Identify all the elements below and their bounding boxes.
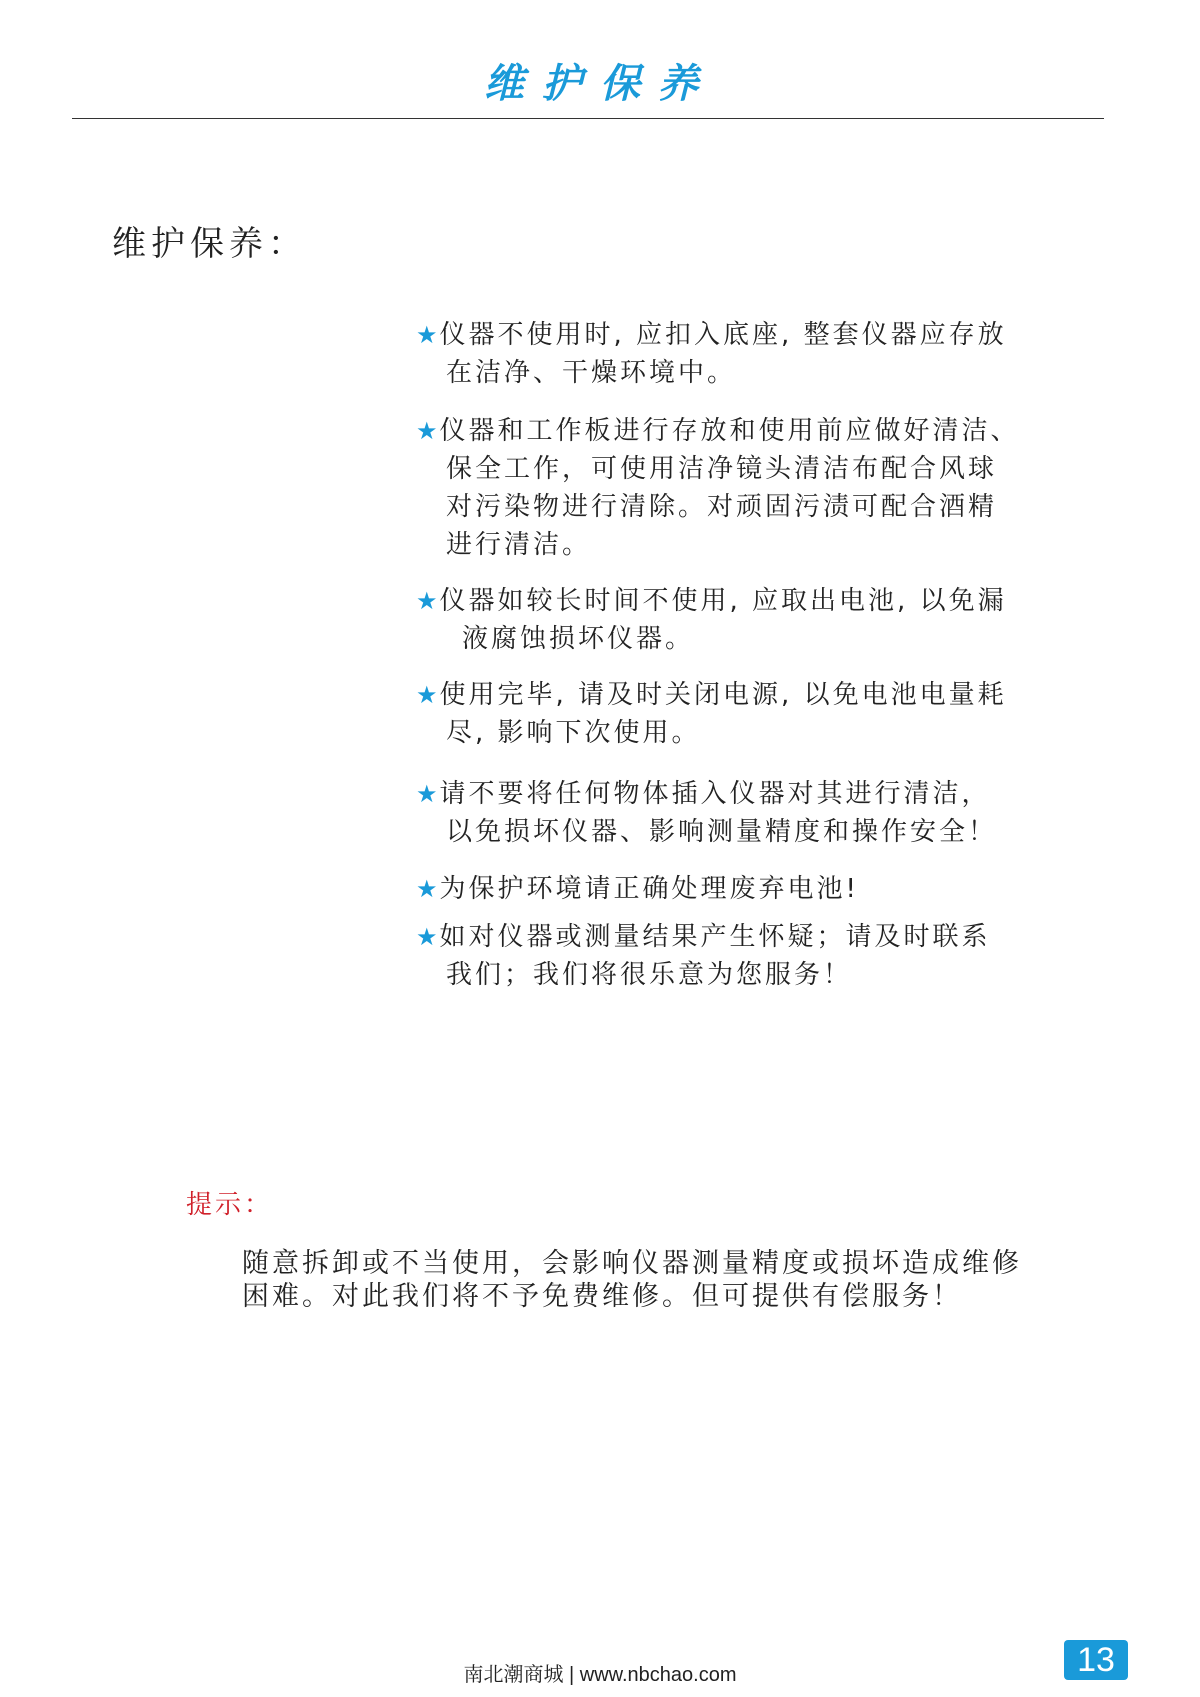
star-icon: ★ bbox=[416, 923, 438, 951]
list-item bbox=[416, 412, 1096, 564]
star-icon: ★ bbox=[416, 587, 438, 615]
star-icon: ★ bbox=[416, 875, 438, 903]
star-icon: ★ bbox=[416, 321, 438, 349]
note-text bbox=[242, 1247, 1102, 1313]
page-number-badge: 13 bbox=[1064, 1640, 1128, 1680]
star-icon: ★ bbox=[416, 417, 438, 445]
list-item bbox=[416, 316, 1096, 392]
list-item-text: 以免损坏仪器、影响测量精度和操作安全！ bbox=[446, 817, 998, 847]
list-item bbox=[416, 918, 1096, 994]
list-item-text: 请不要将任何物体插入仪器对其进行清洁， bbox=[439, 779, 991, 809]
star-icon: ★ bbox=[416, 780, 438, 808]
page-header-title: 维护保养 bbox=[484, 60, 716, 107]
list-item-text: 为保护环境请正确处理废弃电池! bbox=[439, 874, 859, 904]
list-item-text: 仪器和工作板进行存放和使用前应做好清洁、 bbox=[439, 416, 1020, 446]
list-item-text: 进行清洁。 bbox=[446, 530, 592, 560]
star-icon: ★ bbox=[416, 681, 438, 709]
list-item-text: 在洁净、干燥环境中。 bbox=[446, 358, 737, 388]
list-item-text: 我们；我们将很乐意为您服务！ bbox=[446, 960, 853, 990]
section-heading: 维护保养： bbox=[112, 224, 307, 264]
list-item-text: 对污染物进行清除。对顽固污渍可配合酒精 bbox=[446, 492, 998, 522]
footer-site-label: 南北潮商城 | www.nbchao.com bbox=[463, 1664, 737, 1686]
list-item-text: 如对仪器或测量结果产生怀疑；请及时联系 bbox=[439, 922, 991, 952]
list-item bbox=[416, 775, 1096, 851]
list-item bbox=[416, 870, 1096, 908]
list-item-text: 仪器不使用时, 应扣入底座, 整套仪器应存放 bbox=[439, 320, 1007, 350]
header-divider bbox=[72, 118, 1104, 119]
list-item-text: 保全工作，可使用洁净镜头清洁布配合风球 bbox=[446, 454, 998, 484]
list-item-text: 尽, 影响下次使用。 bbox=[446, 718, 701, 748]
list-item-text: 液腐蚀损坏仪器。 bbox=[462, 624, 695, 654]
note-text-line: 困难。对此我们将不予免费维修。但可提供有偿服务！ bbox=[242, 1281, 962, 1312]
list-item-text: 使用完毕, 请及时关闭电源, 以免电池电量耗 bbox=[439, 680, 1007, 710]
list-item-text: 仪器如较长时间不使用, 应取出电池, 以免漏 bbox=[439, 586, 1007, 616]
list-item bbox=[416, 676, 1096, 752]
list-item bbox=[416, 582, 1096, 658]
note-label: 提示： bbox=[186, 1190, 274, 1220]
note-text-line: 随意拆卸或不当使用，会影响仪器测量精度或损坏造成维修 bbox=[242, 1248, 1022, 1279]
